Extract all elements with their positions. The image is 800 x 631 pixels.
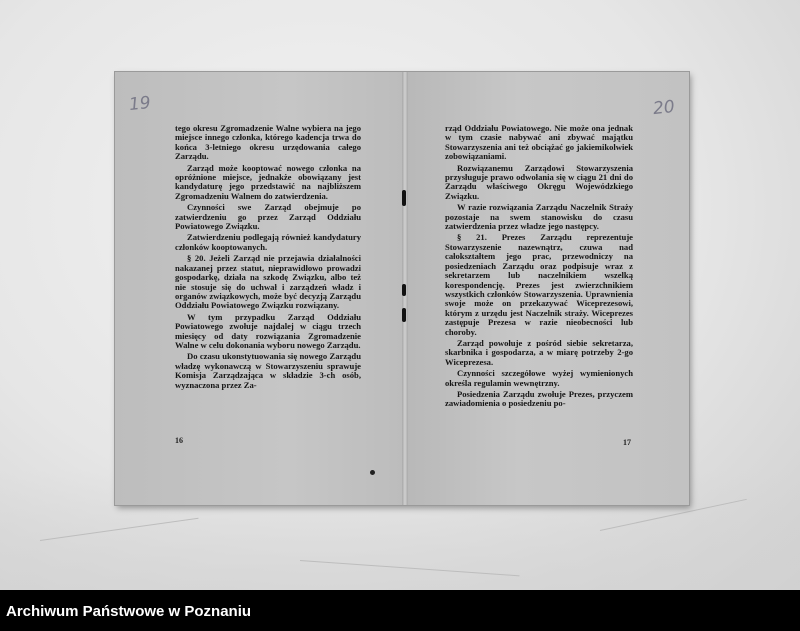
photo-crack [40,518,199,541]
paragraph: Rozwiązanemu Zarządowi Stowarzyszenia przysługuje prawo odwołania się w ciągu 21 dni do Zarządu właściwego Okręgu Wojewódzkiego Związku. [445,162,633,201]
left-page [115,72,405,505]
paragraph: Czynności szczegółowe wyżej wymienionych określa regulamin wewnętrzny. [445,368,633,388]
paragraph: W razie rozwiązania Zarządu Naczelnik Straży pozostaje na swem stanowisku do czasu zatwierdzenia przez władze jego następcy. [445,202,633,232]
binding-hole [402,190,406,206]
binding-hole [402,284,406,296]
paragraph: Czynności swe Zarząd obejmuje po zatwierdzeniu go przez Zarząd Oddziału Powiatowego Związku. [175,202,361,232]
paragraph: § 20. Jeżeli Zarząd nie przejawia działalności nakazanej przez statut, nieprawidłowo prowadzi gospodarkę, działa na szkodę Związku, albo też nie stosuje się do uchwał i zarządzeń władz i organów związkowych, może być decyzją Zarządu Oddziału Powiatowego Związku rozwiązany. [175,253,361,311]
pencil-folio-right: 20 [652,96,676,120]
binding-hole [402,308,406,322]
archive-name: Archiwum Państwowe w Poznaniu [6,603,252,620]
paragraph: Zarząd powołuje z pośród siebie sekretarza, skarbnika i gospodarza, a w miarę potrzeby 2-go Wiceprezesa. [445,337,633,367]
paragraph: W tym przypadku Zarząd Oddziału Powiatowego zwołuje najdalej w ciągu trzech miesięcy od daty rozwiązania Zgromadzenie Walne w celu dokonania wyboru nowego Zarządu. [175,311,361,350]
ink-spot [370,470,375,475]
paragraph: Zatwierdzeniu podlegają również kandydatury członków kooptowanych. [175,232,361,252]
left-page-text [175,124,361,392]
paragraph: Posiedzenia Zarządu zwołuje Prezes, przyczem zawiadomienia o posiedzeniu po- [445,388,633,409]
booklet-spread [115,72,689,505]
photo-crack [300,560,520,576]
archive-caption-bar [0,590,800,631]
paragraph: rząd Oddziału Powiatowego. Nie może ona jednak w tym czasie nabywać ani zbywać majątku Stowarzyszenia ani też obciążać go jakiemikolwiek zobowiązaniami. [445,123,633,162]
paragraph: Zarząd może kooptować nowego członka na opróżnione miejsce, jednakże obowiązany jest kandydaturę jego przedstawić na najbliższem Zgromadzeniu Walnem do zatwierdzenia. [175,162,361,201]
page-number-right: 17 [623,438,631,447]
right-page [405,72,689,505]
paragraph: § 21. Prezes Zarządu reprezentuje Stowarzyszenie nazewnątrz, czuwa nad całokształtem jego prac, przewodniczy na posiedzeniach Zarządu oraz podpisuje wraz z sekretarzem lub naczelnikiem wszelką korespondencję. Prezes jest zwierzchnikiem wszystkich członków Stowarzyszenia. Uprawnienia swoje może on przekazywać Wiceprezesowi, którym z urzędu jest Naczelnik straży. Wiceprezes zastępuje Prezesa w razie nieobecności lub choroby. [445,232,633,337]
paragraph: Do czasu ukonstytuowania się nowego Zarządu władzę wykonawczą w Stowarzyszeniu sprawuje Komisja Zarządzająca w składzie 3-ch osób, wyznaczona przez Za- [175,351,361,390]
page-number-left: 16 [175,436,183,445]
pencil-folio-left: 19 [128,92,152,116]
right-page-text [445,124,633,411]
paragraph: tego okresu Zgromadzenie Walne wybiera na jego miejsce innego członka, którego kadencja trwa do końca 3-letniego okresu urzędowania całego Zarządu. [175,123,361,162]
